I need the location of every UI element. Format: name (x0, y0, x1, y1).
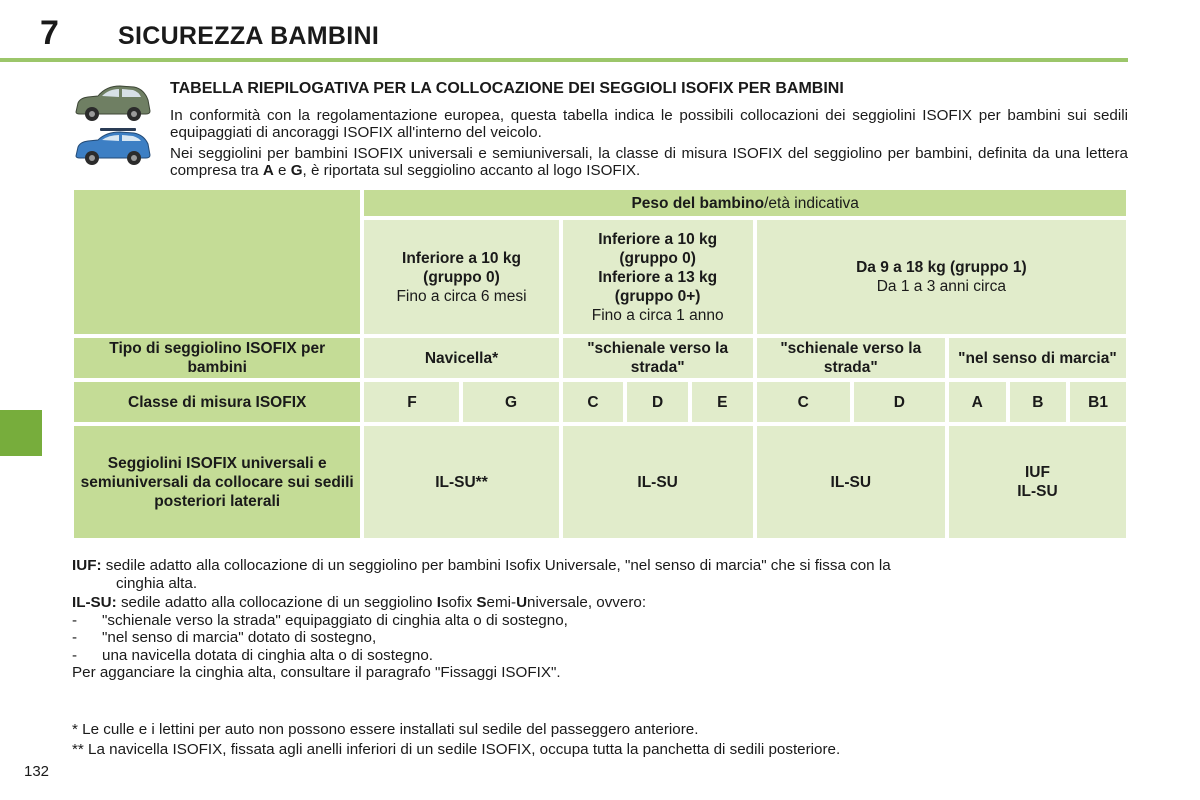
intro-text (170, 108, 1128, 184)
class-cell: C (563, 382, 624, 422)
class-row-label: Classe di misura ISOFIX (74, 382, 360, 422)
page-number: 132 (24, 763, 50, 780)
group-0plus-header: Inferiore a 10 kg (gruppo 0) Inferiore a 13 kg (gruppo 0+) Fino a circa 1 anno (563, 220, 753, 334)
type-cell: Navicella* (364, 338, 558, 378)
type-row-label: Tipo di seggiolino ISOFIX per bambini (74, 338, 360, 378)
class-cell: C (757, 382, 850, 422)
legend-notes (72, 557, 1130, 682)
class-cell: D (627, 382, 688, 422)
footnote-2: ** La navicella ISOFIX, fissata agli anelli inferiori di un sedile ISOFIX, occupa tutta la panchetta di sedili posteriore. (72, 741, 841, 758)
group-0-header: Inferiore a 10 kg (gruppo 0) Fino a circa 6 mesi (364, 220, 558, 334)
ilsu-bullet: - una navicella dotata di cinghia alta o di sostegno. (72, 646, 433, 664)
footnotes (72, 720, 1130, 760)
closing-note: Per agganciare la cinghia alta, consultare il paragrafo "Fissaggi ISOFIX". (72, 664, 561, 681)
class-cell: A (949, 382, 1006, 422)
intro-paragraph-2: Nei seggiolini per bambini ISOFIX universali e semiuniversali, la classe di misura ISOFIX del seggiolino per bambini, definita da una lettera compresa tra A e G, è riportata sul seggiolino accanto al logo ISOFIX. (170, 145, 1128, 179)
table-corner-cell (74, 190, 360, 334)
class-cell: B (1010, 382, 1067, 422)
ilsu-bullet: - "nel senso di marcia" dotato di sostegno, (72, 629, 377, 646)
ilsu-note: IL-SU: sedile adatto alla collocazione di un seggiolino Isofix Semi-Universale, ovvero: (72, 594, 647, 611)
class-cell: E (692, 382, 753, 422)
weight-header: Peso del bambino/età indicativa (364, 190, 1126, 216)
seat-cell: IUF IL-SU (949, 426, 1126, 538)
car-with-roofrack-icon (72, 126, 154, 168)
group-1-header: Da 9 a 18 kg (gruppo 1) Da 1 a 3 anni circa (757, 220, 1126, 334)
seat-cell: IL-SU (757, 426, 945, 538)
class-cell: F (364, 382, 459, 422)
header-rule (0, 58, 1128, 62)
class-cell: G (463, 382, 558, 422)
car-icon (72, 82, 154, 124)
seat-cell: IL-SU** (364, 426, 558, 538)
iuf-note: IUF: sedile adatto alla collocazione di un seggiolino per bambini Isofix Universale, "nel senso di marcia" che si fissa con la (72, 557, 891, 574)
intro-paragraph-1: In conformità con la regolamentazione europea, questa tabella indica le possibili collocazioni dei seggiolini ISOFIX per bambini sui sedili equipaggiati di ancoraggi ISOFIX all'interno del veicolo. (170, 107, 1128, 141)
section-title: TABELLA RIEPILOGATIVA PER LA COLLOCAZIONE DEI SEGGIOLI ISOFIX PER BAMBINI (170, 80, 844, 97)
type-cell: "schienale verso la strada" (757, 338, 945, 378)
type-cell: "nel senso di marcia" (949, 338, 1126, 378)
footnote-1: * Le culle e i lettini per auto non possono essere installati sul sedile del passeggero anteriore. (72, 721, 699, 738)
chapter-side-tab (0, 410, 42, 456)
isofix-table (70, 186, 1130, 542)
chapter-number: 7 (40, 14, 59, 52)
seat-row-label: Seggiolini ISOFIX universali e semiuniversali da collocare sui sedili posteriori laterali (74, 426, 360, 538)
seat-cell: IL-SU (563, 426, 753, 538)
class-cell: D (854, 382, 945, 422)
class-cell: B1 (1070, 382, 1126, 422)
chapter-title: SICUREZZA BAMBINI (118, 22, 380, 50)
iuf-note-continued: cinghia alta. (116, 574, 198, 592)
ilsu-bullet: - "schienale verso la strada" equipaggiato di cinghia alta o di sostegno, (72, 611, 568, 629)
type-cell: "schienale verso la strada" (563, 338, 753, 378)
